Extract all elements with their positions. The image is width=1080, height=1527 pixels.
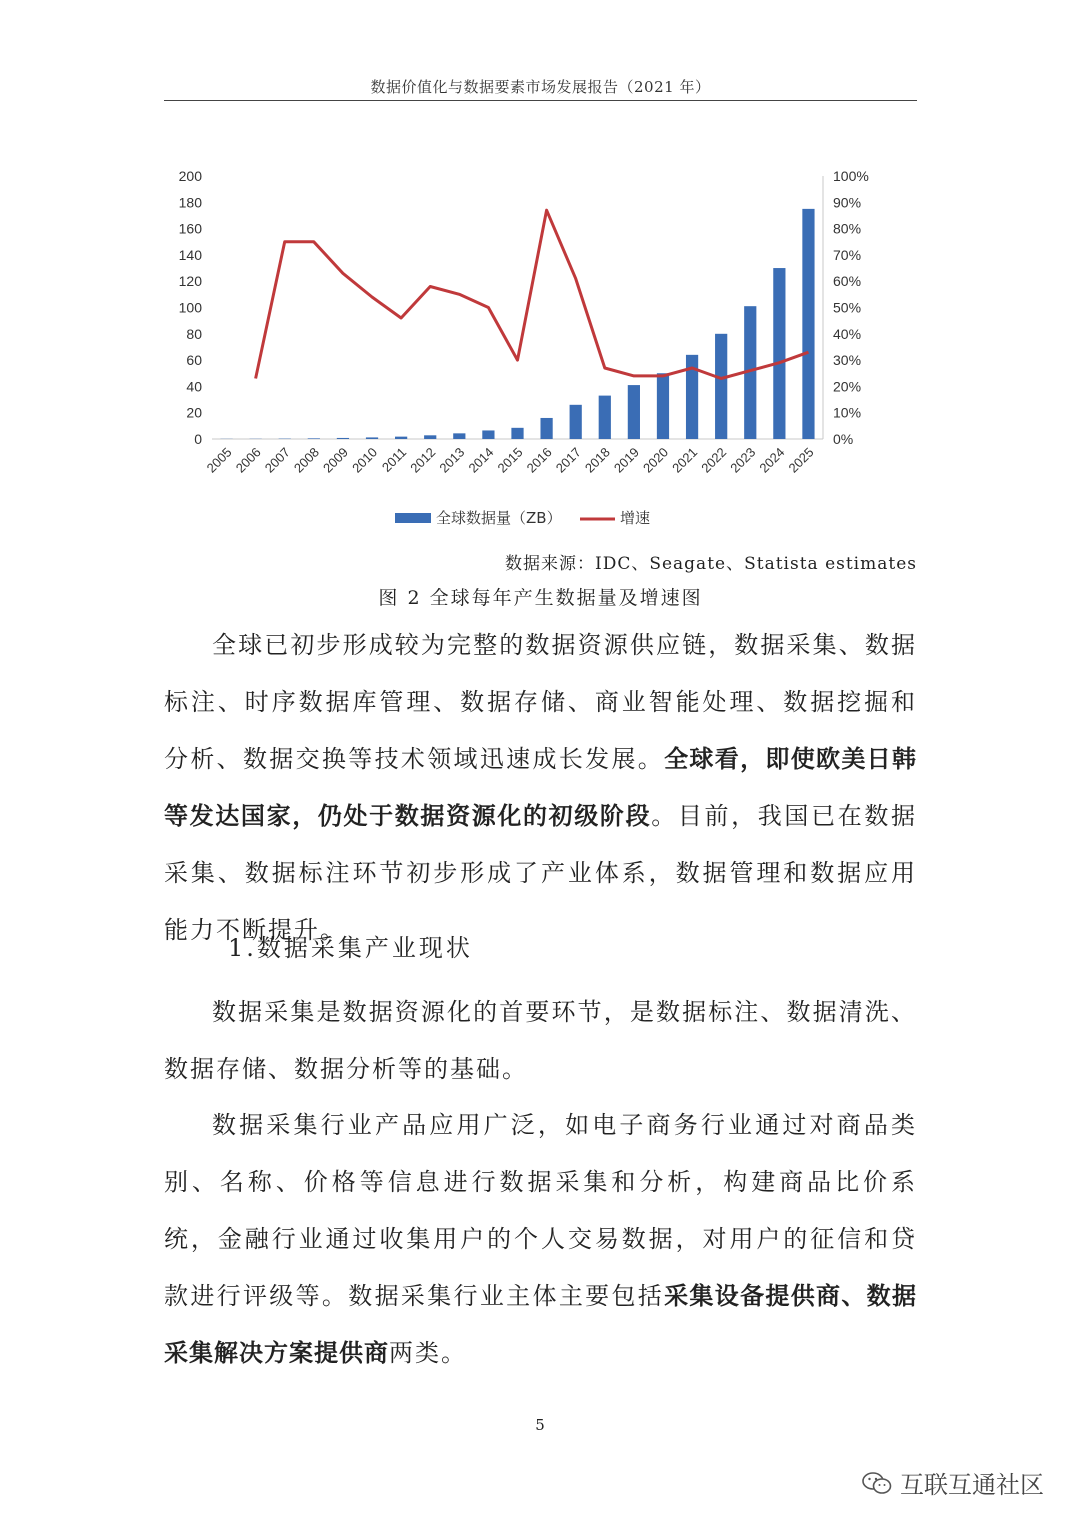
y-right-tick-label: 80% [833,220,862,237]
y-right-tick-label: 10% [833,404,862,421]
y-right-tick-label: 30% [833,352,862,369]
legend-bar-swatch [395,513,431,523]
paragraph-3-text-end: 两类。 [389,1339,467,1367]
bar [337,438,349,439]
bar [511,428,523,439]
data-source: 数据来源：IDC、Seagate、Statista estimates [504,554,917,574]
x-tick-label: 2014 [465,444,497,476]
x-tick-label: 2016 [523,444,555,476]
y-left-tick-label: 40 [186,378,202,395]
legend-bar-label: 全球数据量（ZB） [436,509,562,527]
bar [657,373,669,439]
x-tick-label: 2020 [640,444,672,476]
y-left-tick-label: 0 [194,431,202,447]
bar [715,334,727,439]
x-tick-label: 2022 [698,444,730,476]
bar [802,209,814,439]
x-tick-label: 2010 [349,444,381,476]
y-left-tick-label: 200 [178,168,202,184]
watermark [862,1465,1044,1500]
y-left-tick-label: 160 [178,220,202,237]
y-left-tick-label: 20 [186,404,202,421]
y-left-tick-label: 80 [186,325,202,342]
y-right-tick-label: 20% [833,378,862,395]
x-tick-label: 2015 [494,444,526,476]
bar [628,385,640,439]
x-tick-label: 2012 [407,444,439,476]
y-right-tick-label: 100% [833,168,869,184]
paragraph-1-text-end: 。目前，我国已在数据采集、数据标注环节初步形成了产业体系，数据管理和数据应用能力不断提升。 [164,802,918,944]
bar [773,268,785,439]
page-number: 5 [535,1416,545,1434]
x-tick-label: 2019 [610,444,643,476]
x-tick-label: 2011 [378,444,410,475]
section-heading: 1.数据采集产业现状 [228,934,473,962]
y-right-tick-label: 0% [833,431,854,447]
x-tick-label: 2023 [727,444,759,476]
y-right-tick-label: 40% [833,325,862,342]
paragraph-3-emphasis: 采集设备提供商、数据采集解决方案提供商 [164,1282,918,1367]
y-right-tick-label: 70% [833,246,862,263]
y-left-tick-label: 120 [178,273,202,290]
legend-line-label: 增速 [620,509,651,527]
paragraph-1-emphasis: 全球看，即使欧美日韩等发达国家，仍处于数据资源化的初级阶段 [164,745,918,830]
wechat-icon [862,1471,892,1495]
bar [308,438,320,439]
bar [599,396,611,439]
data-volume-chart [160,160,880,545]
paragraph-1 [164,617,917,959]
bar [453,433,465,439]
y-right-tick-label: 50% [833,299,862,316]
figure-caption: 图 2 全球每年产生数据量及增速图 [378,587,703,609]
bar [570,405,582,439]
x-tick-label: 2008 [290,444,322,476]
x-tick-label: 2018 [581,444,613,476]
header-divider [164,100,917,101]
paragraph-3-text: 数据采集行业产品应用广泛，如电子商务行业通过对商品类别、名称、价格等信息进行数据采集和分析，构建商品比价系统，金融行业通过收集用户的个人交易数据，对用户的征信和贷款进行评级等。数据采集行业主体主要包括 [164,1111,917,1310]
x-tick-label: 2013 [436,444,468,476]
y-right-tick-label: 60% [833,273,862,290]
bar [395,437,407,439]
x-tick-label: 2006 [232,444,264,476]
x-tick-label: 2005 [203,444,235,476]
bar [424,435,436,439]
y-left-tick-label: 60 [186,352,202,369]
paragraph-2: 数据采集是数据资源化的首要环节，是数据标注、数据清洗、数据存储、数据分析等的基础。 [164,998,917,1083]
x-tick-label: 2017 [552,444,584,476]
y-left-tick-label: 140 [178,246,202,263]
x-tick-label: 2024 [756,444,788,476]
bar [540,418,552,439]
y-right-tick-label: 90% [833,194,862,211]
page-header: 数据价值化与数据要素市场发展报告（2021 年） [370,78,711,96]
watermark-text: 互联互通社区 [900,1471,1044,1499]
x-tick-label: 2009 [319,444,352,476]
x-tick-label: 2025 [785,444,817,476]
x-tick-label: 2021 [669,444,701,476]
y-left-tick-label: 180 [178,194,202,211]
y-left-tick-label: 100 [178,299,202,316]
paragraph-1-text: 全球已初步形成较为完整的数据资源供应链，数据采集、数据标注、时序数据库管理、数据存储、商业智能处理、数据挖掘和分析、数据交换等技术领域迅速成长发展。 [164,631,917,773]
x-tick-label: 2007 [261,444,293,476]
paragraph-3 [164,1097,917,1382]
bar [482,430,494,439]
bar [366,437,378,439]
